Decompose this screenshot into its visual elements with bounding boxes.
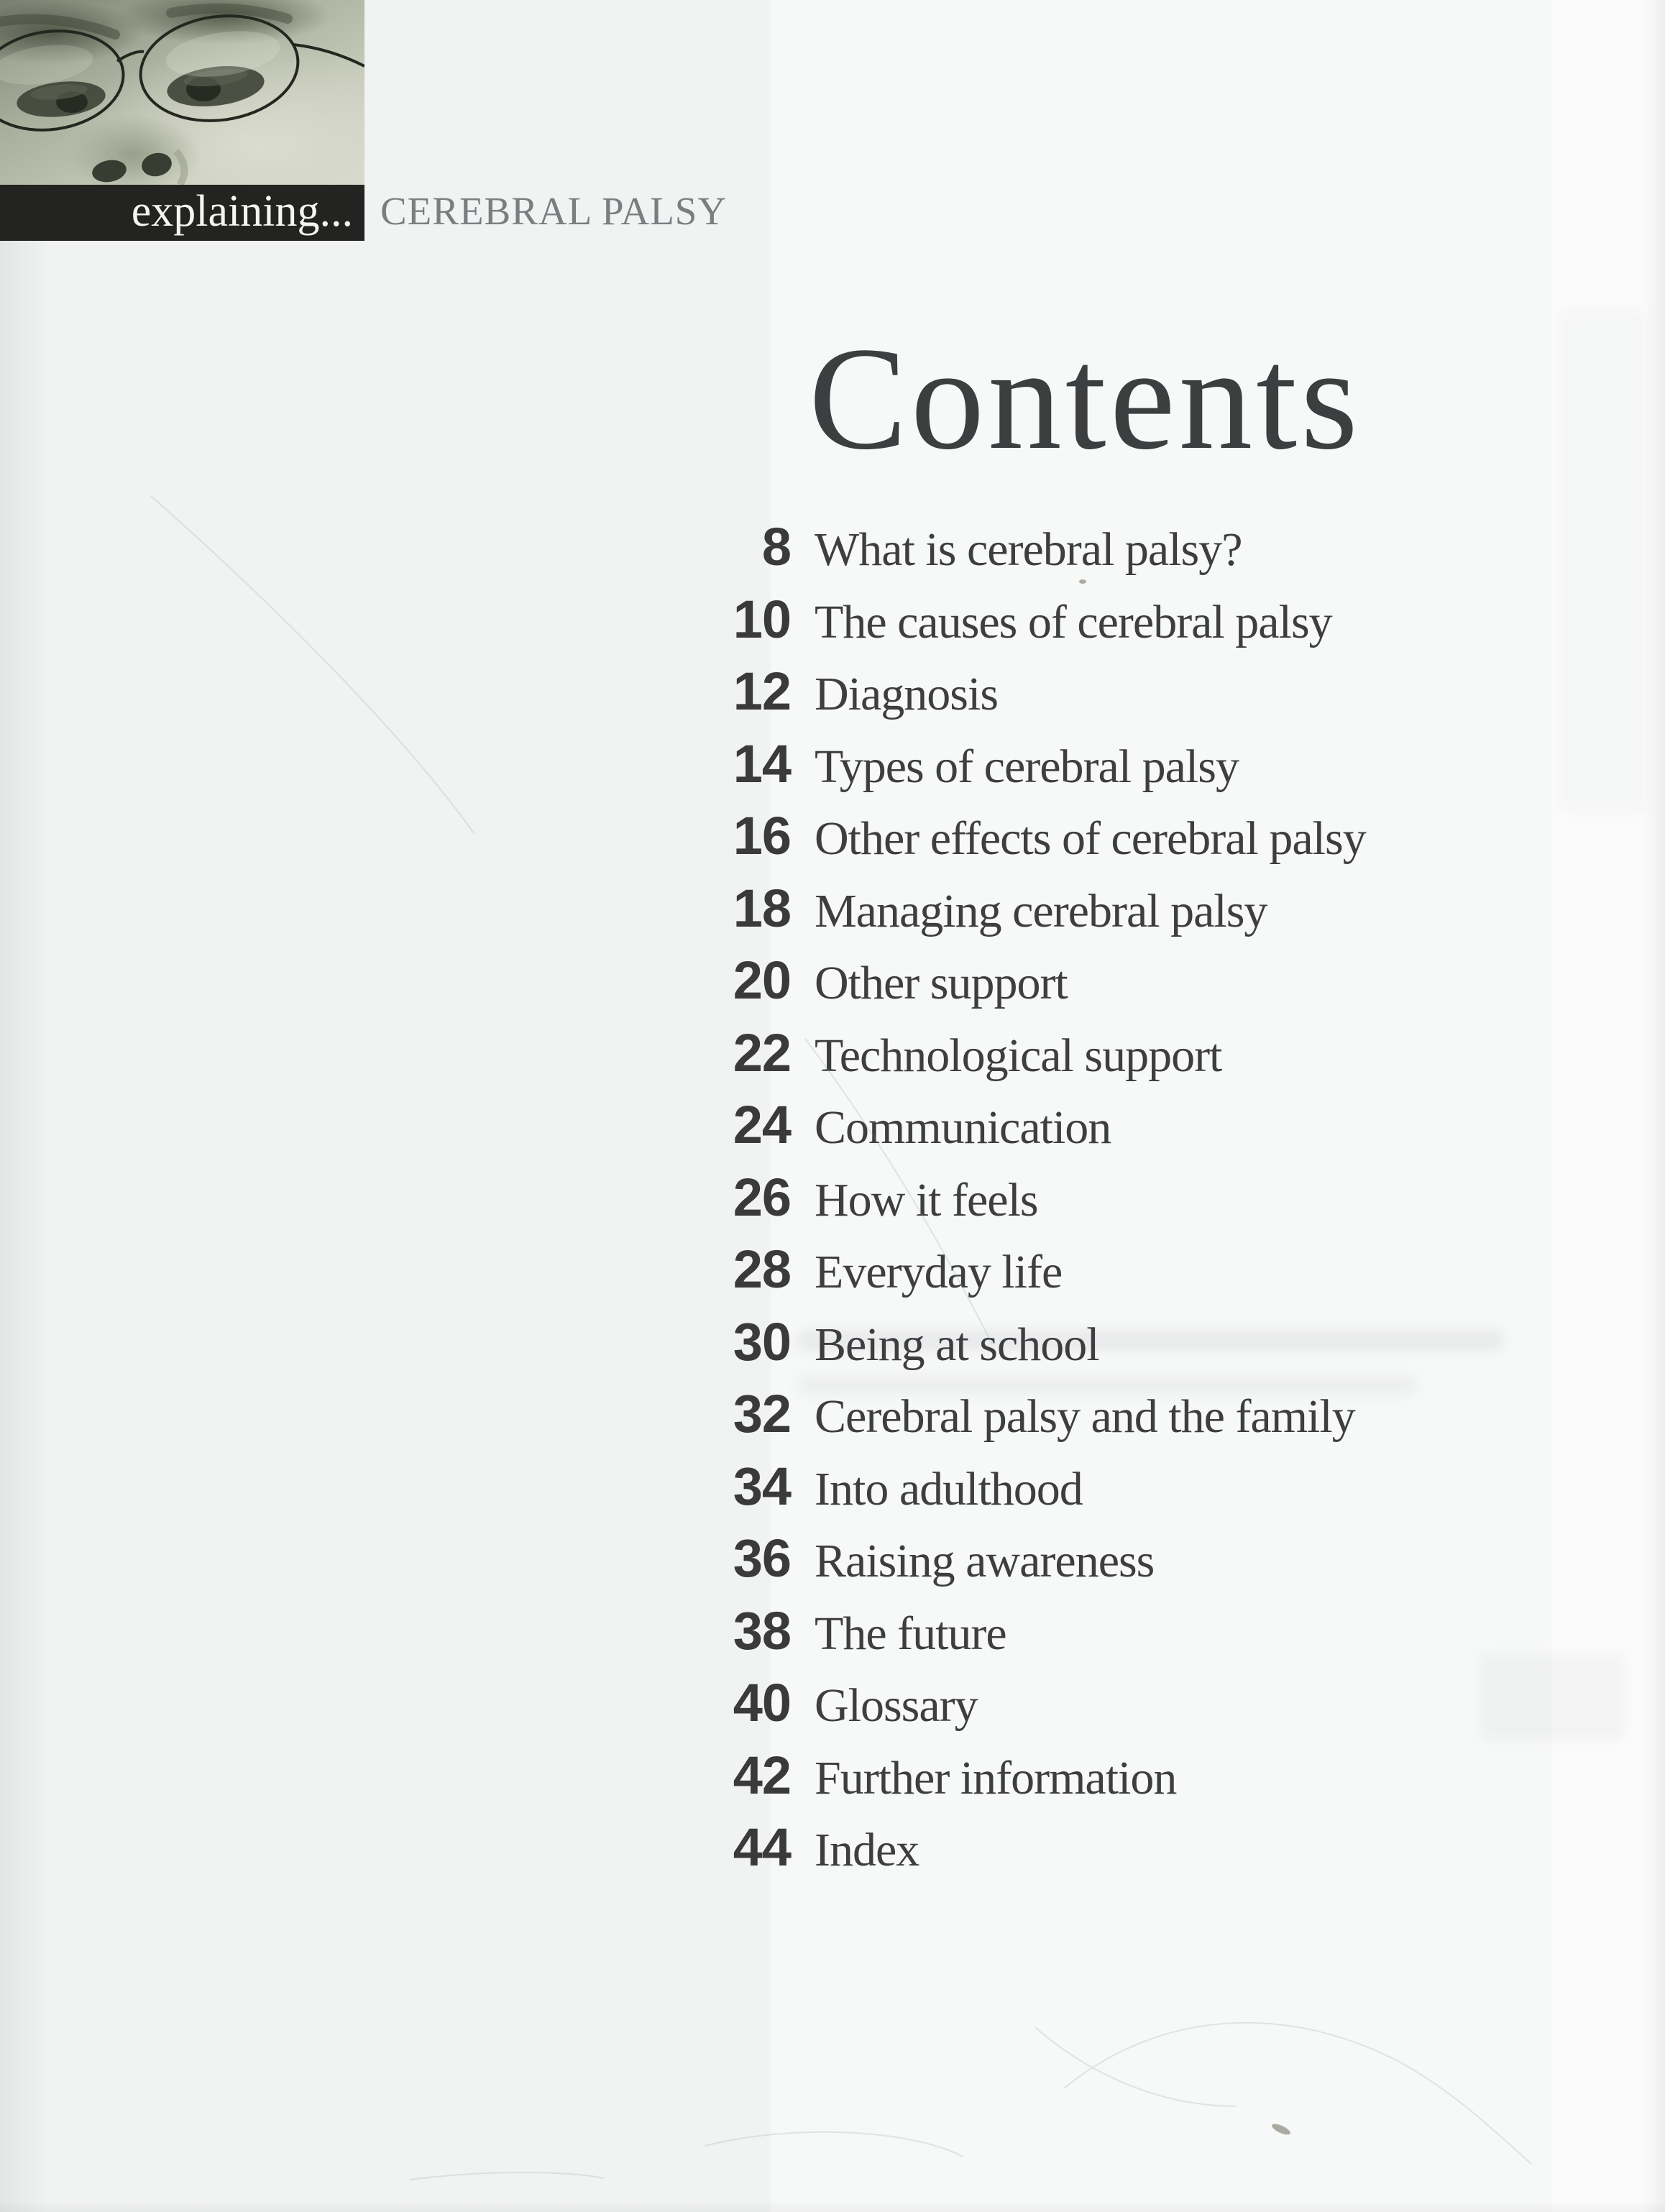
toc-entry-page-number: 26	[733, 1167, 791, 1227]
toc-list	[625, 511, 1560, 1884]
toc-entry-page-number: 32	[733, 1384, 791, 1444]
toc-entry	[625, 656, 1560, 728]
toc-entry	[625, 1812, 1560, 1884]
toc-entry	[625, 1306, 1560, 1379]
toc-entry-title: The causes of cerebral palsy	[815, 595, 1332, 648]
toc-entry-page-number: 12	[733, 661, 791, 721]
toc-entry-title: Further information	[815, 1751, 1177, 1804]
page-title: Contents	[809, 317, 1362, 480]
toc-entry	[625, 1667, 1560, 1740]
toc-entry-title: What is cerebral palsy?	[815, 523, 1242, 576]
toc-entry-page-number: 18	[733, 878, 791, 938]
toc-entry-page-number: 8	[761, 517, 791, 577]
toc-entry-page-number: 10	[733, 589, 791, 649]
toc-entry-page-number: 24	[733, 1095, 791, 1155]
toc-entry-title: Managing cerebral palsy	[815, 884, 1267, 937]
toc-entry	[625, 584, 1560, 656]
toc-entry-title: Diagnosis	[815, 668, 998, 720]
toc-entry	[625, 1089, 1560, 1162]
toc-entry	[625, 1740, 1560, 1812]
series-label: explaining...	[131, 187, 353, 236]
series-topic: CEREBRAL PALSY	[380, 189, 728, 233]
toc-entry-title: Other support	[815, 957, 1068, 1009]
toc-entry-title: Technological support	[815, 1029, 1222, 1082]
page-edge-shadow	[1643, 0, 1665, 2212]
toc-entry-page-number: 44	[733, 1817, 791, 1877]
toc-entry	[625, 1378, 1560, 1451]
toc-entry	[625, 1523, 1560, 1595]
toc-entry-title: Into adulthood	[815, 1462, 1083, 1515]
toc-entry-page-number: 34	[733, 1456, 791, 1516]
toc-entry-title: How it feels	[815, 1173, 1038, 1226]
toc-entry-page-number: 20	[733, 950, 791, 1010]
toc-entry-page-number: 22	[733, 1022, 791, 1083]
toc-entry-page-number: 28	[733, 1239, 791, 1299]
toc-entry-page-number: 42	[733, 1745, 791, 1805]
toc-entry	[625, 1451, 1560, 1523]
toc-entry	[625, 1162, 1560, 1234]
boy-with-glasses-photo	[0, 0, 364, 185]
page-gutter-shadow	[0, 0, 50, 2212]
toc-entry	[625, 511, 1560, 584]
toc-entry	[625, 1017, 1560, 1090]
toc-entry-title: Types of cerebral palsy	[815, 740, 1239, 793]
toc-entry-title: Communication	[815, 1101, 1111, 1154]
toc-entry-title: Glossary	[815, 1679, 978, 1732]
toc-entry	[625, 1595, 1560, 1668]
toc-entry-title: Index	[815, 1824, 919, 1876]
series-title-bar	[0, 185, 364, 241]
toc-entry-page-number: 36	[733, 1528, 791, 1588]
toc-entry	[625, 800, 1560, 873]
toc-entry	[625, 728, 1560, 801]
toc-entry-page-number: 30	[733, 1311, 791, 1372]
toc-entry-page-number: 38	[733, 1600, 791, 1661]
toc-entry-page-number: 14	[733, 733, 791, 794]
toc-entry-title: Everyday life	[815, 1246, 1063, 1298]
toc-entry-title: Other effects of cerebral palsy	[815, 812, 1366, 865]
toc-entry-title: Being at school	[815, 1318, 1099, 1371]
bleed-through-smudge	[1560, 309, 1646, 812]
toc-entry-title: The future	[815, 1607, 1006, 1660]
toc-entry-page-number: 40	[733, 1673, 791, 1733]
toc-entry	[625, 945, 1560, 1017]
toc-entry	[625, 873, 1560, 945]
toc-entry-title: Raising awareness	[815, 1535, 1155, 1587]
toc-entry-title: Cerebral palsy and the family	[815, 1390, 1355, 1443]
page-edge-shadow	[0, 2200, 1665, 2212]
toc-entry	[625, 1234, 1560, 1306]
toc-entry-page-number: 16	[733, 806, 791, 866]
